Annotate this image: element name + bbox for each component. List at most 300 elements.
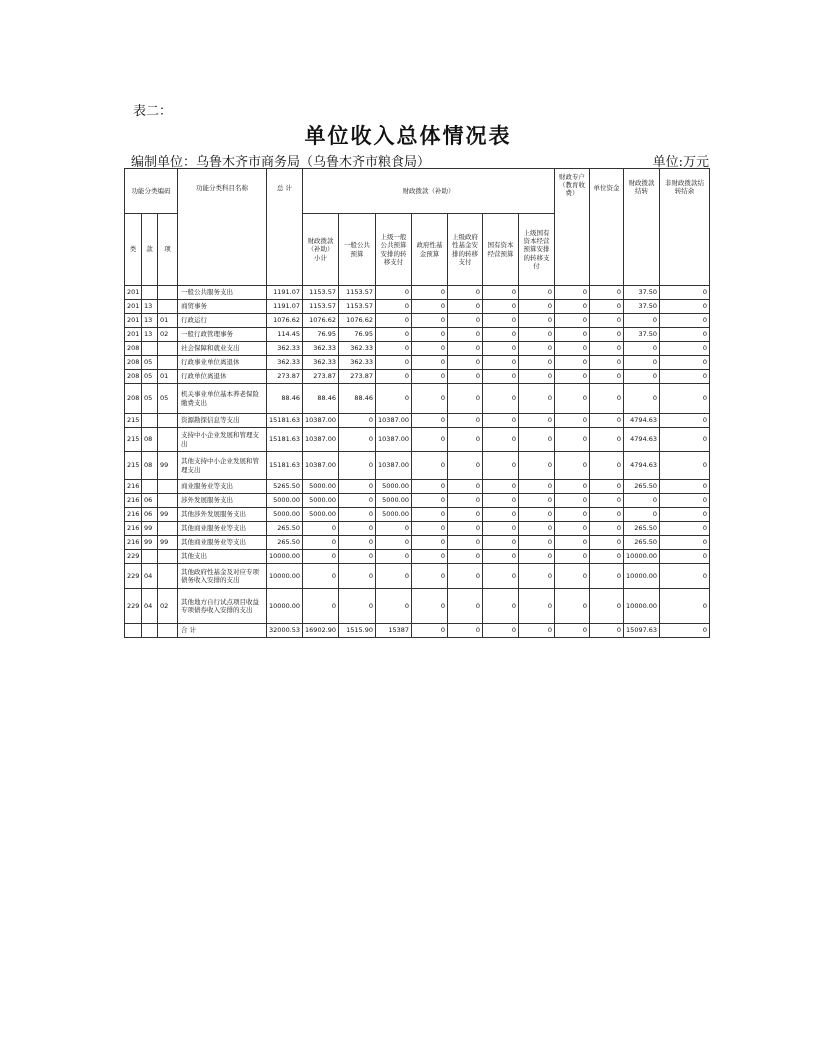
cell-usc: 0 bbox=[519, 300, 555, 314]
cell-ug: 10387.00 bbox=[376, 452, 412, 480]
cell-total: 10000.00 bbox=[267, 550, 303, 564]
cell-gf: 0 bbox=[412, 342, 448, 356]
cell-fs: 0 bbox=[555, 342, 590, 356]
cell-sub: 5000.00 bbox=[303, 494, 339, 508]
table-row bbox=[125, 536, 710, 550]
cell-fc: 10000.00 bbox=[624, 564, 660, 589]
cell-name: 社会保障和就业支出 bbox=[178, 342, 267, 356]
cell-xiang bbox=[158, 286, 178, 300]
cell-sub: 76.95 bbox=[303, 328, 339, 342]
cell-nfc: 0 bbox=[660, 370, 710, 384]
header-kuan: 款 bbox=[142, 214, 158, 286]
cell-name: 其他涉外发展服务支出 bbox=[178, 508, 267, 522]
header-total: 总 计 bbox=[267, 169, 303, 286]
table-row bbox=[125, 550, 710, 564]
cell-gen: 362.33 bbox=[339, 356, 376, 370]
cell-name: 行政运行 bbox=[178, 314, 267, 328]
cell-ug: 0 bbox=[376, 370, 412, 384]
cell-xiang: 99 bbox=[158, 536, 178, 550]
cell-ugf: 0 bbox=[448, 452, 483, 480]
cell-name: 商贸事务 bbox=[178, 300, 267, 314]
cell-sc: 0 bbox=[483, 428, 519, 452]
cell-total: 15181.63 bbox=[267, 452, 303, 480]
cell-kuan: 13 bbox=[142, 300, 158, 314]
cell-sc: 0 bbox=[483, 342, 519, 356]
table-row bbox=[125, 328, 710, 342]
cell-usc: 0 bbox=[519, 494, 555, 508]
cell-sc: 0 bbox=[483, 508, 519, 522]
cell-nfc: 0 bbox=[660, 286, 710, 300]
cell-lei: 215 bbox=[125, 452, 142, 480]
cell-uf: 0 bbox=[590, 480, 624, 494]
cell-sc: 0 bbox=[483, 370, 519, 384]
cell-ug: 0 bbox=[376, 536, 412, 550]
table-row bbox=[125, 314, 710, 328]
header-unit-funds: 单位资金 bbox=[590, 169, 624, 286]
cell-lei: 216 bbox=[125, 480, 142, 494]
cell-xiang bbox=[158, 564, 178, 589]
cell-total: 265.50 bbox=[267, 536, 303, 550]
cell-usc: 0 bbox=[519, 452, 555, 480]
cell-xiang bbox=[158, 414, 178, 428]
cell-gen: 0 bbox=[339, 428, 376, 452]
cell-gf: 0 bbox=[412, 564, 448, 589]
cell-gf: 0 bbox=[412, 314, 448, 328]
cell-gen: 76.95 bbox=[339, 328, 376, 342]
cell-usc: 0 bbox=[519, 384, 555, 414]
cell-sc: 0 bbox=[483, 286, 519, 300]
table-row bbox=[125, 589, 710, 624]
cell-gen: 0 bbox=[339, 452, 376, 480]
cell-ugf: 0 bbox=[448, 342, 483, 356]
cell-lei: 208 bbox=[125, 370, 142, 384]
cell-lei: 201 bbox=[125, 300, 142, 314]
header-fiscal-special: 财政专户（教育收费） bbox=[555, 169, 590, 286]
cell-sub: 362.33 bbox=[303, 342, 339, 356]
cell-name: 支持中小企业发展和管理支出 bbox=[178, 428, 267, 452]
cell-kuan: 99 bbox=[142, 536, 158, 550]
cell-xiang bbox=[158, 300, 178, 314]
cell-total: 88.46 bbox=[267, 384, 303, 414]
cell-uf: 0 bbox=[590, 286, 624, 300]
cell-usc: 0 bbox=[519, 414, 555, 428]
cell-fs: 0 bbox=[555, 589, 590, 624]
cell-gf: 0 bbox=[412, 508, 448, 522]
cell-sub: 10387.00 bbox=[303, 414, 339, 428]
cell-lei: 229 bbox=[125, 589, 142, 624]
cell-kuan bbox=[142, 550, 158, 564]
cell-gf: 0 bbox=[412, 414, 448, 428]
cell-sc: 0 bbox=[483, 522, 519, 536]
cell-fs: 0 bbox=[555, 480, 590, 494]
cell-fc: 10000.00 bbox=[624, 550, 660, 564]
cell-xiang bbox=[158, 342, 178, 356]
cell-ugf: 0 bbox=[448, 522, 483, 536]
header-upper-state-capital: 上级国有资本经营预算安排的转移支付 bbox=[519, 214, 555, 286]
cell-total: 5265.50 bbox=[267, 480, 303, 494]
cell-fc: 10000.00 bbox=[624, 589, 660, 624]
cell-fc: 0 bbox=[624, 508, 660, 522]
cell-gen: 0 bbox=[339, 414, 376, 428]
cell-sub: 88.46 bbox=[303, 384, 339, 414]
cell-nfc: 0 bbox=[660, 314, 710, 328]
cell-gf: 0 bbox=[412, 356, 448, 370]
cell-kuan bbox=[142, 480, 158, 494]
cell-xiang: 02 bbox=[158, 589, 178, 624]
cell-ugf: 0 bbox=[448, 428, 483, 452]
cell-sc: 0 bbox=[483, 356, 519, 370]
table-row bbox=[125, 494, 710, 508]
cell-sub: 362.33 bbox=[303, 356, 339, 370]
cell-gf: 0 bbox=[412, 452, 448, 480]
cell-uf: 0 bbox=[590, 522, 624, 536]
cell-uf: 0 bbox=[590, 342, 624, 356]
cell-fs: 0 bbox=[555, 414, 590, 428]
cell-name: 其他支持中小企业发展和管理支出 bbox=[178, 452, 267, 480]
cell-fs: 0 bbox=[555, 452, 590, 480]
cell-uf: 0 bbox=[590, 508, 624, 522]
cell-kuan: 05 bbox=[142, 356, 158, 370]
cell-xiang bbox=[158, 480, 178, 494]
cell-ug: 0 bbox=[376, 564, 412, 589]
header-upper-general: 上级一般公共预算安排的转移支付 bbox=[376, 214, 412, 286]
table-row bbox=[125, 286, 710, 300]
cell-sc: 0 bbox=[483, 589, 519, 624]
cell-fc: 265.50 bbox=[624, 536, 660, 550]
cell-fs: 0 bbox=[555, 384, 590, 414]
table-row bbox=[125, 342, 710, 356]
cell-gen: 0 bbox=[339, 522, 376, 536]
cell-name: 行政事业单位离退休 bbox=[178, 356, 267, 370]
cell-gen: 273.87 bbox=[339, 370, 376, 384]
cell-sc: 0 bbox=[483, 314, 519, 328]
cell-fs: 0 bbox=[555, 624, 590, 638]
header-fiscal-carry: 财政拨款结转 bbox=[624, 169, 660, 286]
cell-ugf: 0 bbox=[448, 624, 483, 638]
cell-gf: 0 bbox=[412, 522, 448, 536]
cell-xiang bbox=[158, 624, 178, 638]
table-row bbox=[125, 508, 710, 522]
cell-fs: 0 bbox=[555, 536, 590, 550]
cell-total: 273.87 bbox=[267, 370, 303, 384]
cell-ugf: 0 bbox=[448, 328, 483, 342]
cell-total: 5000.00 bbox=[267, 494, 303, 508]
cell-usc: 0 bbox=[519, 536, 555, 550]
cell-total: 15181.63 bbox=[267, 428, 303, 452]
cell-ug: 10387.00 bbox=[376, 428, 412, 452]
cell-name: 涉外发展服务支出 bbox=[178, 494, 267, 508]
cell-nfc: 0 bbox=[660, 589, 710, 624]
cell-kuan: 99 bbox=[142, 522, 158, 536]
cell-usc: 0 bbox=[519, 550, 555, 564]
cell-lei: 208 bbox=[125, 384, 142, 414]
document-label: 表二： bbox=[133, 104, 173, 119]
cell-xiang bbox=[158, 522, 178, 536]
cell-kuan: 08 bbox=[142, 452, 158, 480]
cell-uf: 0 bbox=[590, 384, 624, 414]
table-body bbox=[125, 286, 710, 638]
cell-kuan bbox=[142, 414, 158, 428]
table-row bbox=[125, 480, 710, 494]
cell-nfc: 0 bbox=[660, 300, 710, 314]
cell-name: 其他政府性基金及对应专项债务收入安排的支出 bbox=[178, 564, 267, 589]
cell-ug: 0 bbox=[376, 342, 412, 356]
cell-lei: 201 bbox=[125, 328, 142, 342]
currency-unit: 单位:万元 bbox=[652, 155, 709, 170]
cell-gf: 0 bbox=[412, 480, 448, 494]
cell-uf: 0 bbox=[590, 370, 624, 384]
cell-xiang: 01 bbox=[158, 314, 178, 328]
cell-uf: 0 bbox=[590, 494, 624, 508]
cell-ugf: 0 bbox=[448, 414, 483, 428]
cell-ug: 5000.00 bbox=[376, 480, 412, 494]
cell-fc: 265.50 bbox=[624, 480, 660, 494]
cell-uf: 0 bbox=[590, 356, 624, 370]
header-gov-fund: 政府性基金预算 bbox=[412, 214, 448, 286]
cell-fs: 0 bbox=[555, 370, 590, 384]
cell-fs: 0 bbox=[555, 508, 590, 522]
cell-sc: 0 bbox=[483, 384, 519, 414]
cell-gen: 0 bbox=[339, 550, 376, 564]
cell-xiang bbox=[158, 428, 178, 452]
cell-sc: 0 bbox=[483, 550, 519, 564]
cell-gen: 0 bbox=[339, 589, 376, 624]
cell-fc: 0 bbox=[624, 370, 660, 384]
cell-fs: 0 bbox=[555, 428, 590, 452]
cell-lei: 216 bbox=[125, 494, 142, 508]
cell-usc: 0 bbox=[519, 356, 555, 370]
cell-sub: 1153.57 bbox=[303, 300, 339, 314]
cell-ugf: 0 bbox=[448, 550, 483, 564]
cell-xiang bbox=[158, 494, 178, 508]
table-row bbox=[125, 564, 710, 589]
cell-ugf: 0 bbox=[448, 300, 483, 314]
cell-gen: 0 bbox=[339, 564, 376, 589]
cell-sub: 0 bbox=[303, 564, 339, 589]
cell-gf: 0 bbox=[412, 370, 448, 384]
cell-kuan: 13 bbox=[142, 328, 158, 342]
cell-uf: 0 bbox=[590, 328, 624, 342]
cell-gen: 1076.62 bbox=[339, 314, 376, 328]
cell-uf: 0 bbox=[590, 314, 624, 328]
cell-name: 资源勘探信息等支出 bbox=[178, 414, 267, 428]
header-subtotal: 财政拨款（补助）小计 bbox=[303, 214, 339, 286]
cell-nfc: 0 bbox=[660, 384, 710, 414]
cell-nfc: 0 bbox=[660, 356, 710, 370]
cell-fs: 0 bbox=[555, 522, 590, 536]
cell-uf: 0 bbox=[590, 300, 624, 314]
cell-name: 一般公共服务支出 bbox=[178, 286, 267, 300]
table-row bbox=[125, 452, 710, 480]
cell-sc: 0 bbox=[483, 300, 519, 314]
cell-usc: 0 bbox=[519, 370, 555, 384]
cell-uf: 0 bbox=[590, 550, 624, 564]
cell-sub: 0 bbox=[303, 522, 339, 536]
cell-ug: 0 bbox=[376, 589, 412, 624]
cell-xiang: 01 bbox=[158, 370, 178, 384]
cell-uf: 0 bbox=[590, 624, 624, 638]
cell-gf: 0 bbox=[412, 536, 448, 550]
cell-fc: 4794.63 bbox=[624, 428, 660, 452]
header-func-name: 功能分类科目名称 bbox=[178, 169, 267, 286]
cell-sc: 0 bbox=[483, 414, 519, 428]
cell-nfc: 0 bbox=[660, 494, 710, 508]
cell-lei: 229 bbox=[125, 564, 142, 589]
header-nonfiscal-carry: 非财政拨款结转结余 bbox=[660, 169, 710, 286]
header-state-capital: 国有资本经营预算 bbox=[483, 214, 519, 286]
cell-name: 行政单位离退休 bbox=[178, 370, 267, 384]
cell-kuan: 05 bbox=[142, 370, 158, 384]
cell-total: 5000.00 bbox=[267, 508, 303, 522]
cell-xiang bbox=[158, 356, 178, 370]
cell-fc: 4794.63 bbox=[624, 452, 660, 480]
cell-fc: 0 bbox=[624, 494, 660, 508]
cell-fs: 0 bbox=[555, 550, 590, 564]
cell-name: 其他地方自行试点项目收益专项债券收入安排的支出 bbox=[178, 589, 267, 624]
cell-ugf: 0 bbox=[448, 384, 483, 414]
cell-lei: 216 bbox=[125, 536, 142, 550]
cell-uf: 0 bbox=[590, 564, 624, 589]
cell-lei: 201 bbox=[125, 286, 142, 300]
cell-ug: 0 bbox=[376, 328, 412, 342]
table-row bbox=[125, 370, 710, 384]
cell-gf: 0 bbox=[412, 300, 448, 314]
header-upper-gov-fund: 上级政府性基金安排的转移支付 bbox=[448, 214, 483, 286]
cell-gen: 1515.90 bbox=[339, 624, 376, 638]
cell-sc: 0 bbox=[483, 452, 519, 480]
cell-ug: 0 bbox=[376, 314, 412, 328]
cell-fs: 0 bbox=[555, 494, 590, 508]
cell-name: 其他商业服务业等支出 bbox=[178, 522, 267, 536]
cell-ugf: 0 bbox=[448, 508, 483, 522]
cell-ugf: 0 bbox=[448, 314, 483, 328]
cell-total: 10000.00 bbox=[267, 589, 303, 624]
cell-lei: 215 bbox=[125, 428, 142, 452]
cell-sub: 10387.00 bbox=[303, 452, 339, 480]
cell-sub: 5000.00 bbox=[303, 508, 339, 522]
cell-usc: 0 bbox=[519, 342, 555, 356]
header-func-code: 功能分类编码 bbox=[125, 169, 178, 214]
cell-kuan: 06 bbox=[142, 494, 158, 508]
cell-gf: 0 bbox=[412, 286, 448, 300]
cell-ugf: 0 bbox=[448, 564, 483, 589]
cell-usc: 0 bbox=[519, 589, 555, 624]
cell-fc: 0 bbox=[624, 342, 660, 356]
cell-sub: 10387.00 bbox=[303, 428, 339, 452]
cell-usc: 0 bbox=[519, 428, 555, 452]
cell-gf: 0 bbox=[412, 550, 448, 564]
cell-ug: 0 bbox=[376, 286, 412, 300]
cell-total: 1191.07 bbox=[267, 300, 303, 314]
cell-lei: 215 bbox=[125, 414, 142, 428]
cell-ug: 5000.00 bbox=[376, 508, 412, 522]
cell-lei: 201 bbox=[125, 314, 142, 328]
cell-sub: 1076.62 bbox=[303, 314, 339, 328]
cell-name: 合 计 bbox=[178, 624, 267, 638]
cell-nfc: 0 bbox=[660, 342, 710, 356]
cell-nfc: 0 bbox=[660, 550, 710, 564]
cell-usc: 0 bbox=[519, 508, 555, 522]
cell-usc: 0 bbox=[519, 624, 555, 638]
cell-gf: 0 bbox=[412, 328, 448, 342]
cell-ugf: 0 bbox=[448, 480, 483, 494]
cell-sc: 0 bbox=[483, 494, 519, 508]
cell-usc: 0 bbox=[519, 480, 555, 494]
cell-fc: 0 bbox=[624, 356, 660, 370]
cell-total: 362.33 bbox=[267, 342, 303, 356]
cell-total: 265.50 bbox=[267, 522, 303, 536]
cell-usc: 0 bbox=[519, 564, 555, 589]
cell-name: 其他支出 bbox=[178, 550, 267, 564]
cell-total: 1076.62 bbox=[267, 314, 303, 328]
cell-gf: 0 bbox=[412, 494, 448, 508]
cell-kuan: 06 bbox=[142, 508, 158, 522]
cell-uf: 0 bbox=[590, 452, 624, 480]
cell-uf: 0 bbox=[590, 536, 624, 550]
cell-kuan: 05 bbox=[142, 384, 158, 414]
cell-xiang: 05 bbox=[158, 384, 178, 414]
cell-sc: 0 bbox=[483, 328, 519, 342]
cell-fc: 15097.63 bbox=[624, 624, 660, 638]
cell-kuan bbox=[142, 286, 158, 300]
cell-total: 32000.53 bbox=[267, 624, 303, 638]
cell-gen: 1153.57 bbox=[339, 286, 376, 300]
cell-fs: 0 bbox=[555, 328, 590, 342]
cell-usc: 0 bbox=[519, 522, 555, 536]
cell-name: 一般行政管理事务 bbox=[178, 328, 267, 342]
cell-lei: 216 bbox=[125, 508, 142, 522]
cell-total: 114.45 bbox=[267, 328, 303, 342]
cell-ug: 0 bbox=[376, 356, 412, 370]
cell-nfc: 0 bbox=[660, 536, 710, 550]
cell-fs: 0 bbox=[555, 286, 590, 300]
cell-nfc: 0 bbox=[660, 508, 710, 522]
cell-sub: 0 bbox=[303, 589, 339, 624]
cell-sc: 0 bbox=[483, 480, 519, 494]
table-row bbox=[125, 428, 710, 452]
table-header bbox=[125, 169, 710, 286]
cell-fc: 37.50 bbox=[624, 300, 660, 314]
cell-fc: 265.50 bbox=[624, 522, 660, 536]
cell-ug: 15387 bbox=[376, 624, 412, 638]
table-row bbox=[125, 384, 710, 414]
cell-nfc: 0 bbox=[660, 328, 710, 342]
cell-sub: 273.87 bbox=[303, 370, 339, 384]
cell-lei: 208 bbox=[125, 342, 142, 356]
income-table bbox=[124, 168, 710, 638]
cell-fs: 0 bbox=[555, 300, 590, 314]
cell-gf: 0 bbox=[412, 428, 448, 452]
cell-ugf: 0 bbox=[448, 286, 483, 300]
cell-usc: 0 bbox=[519, 328, 555, 342]
cell-fs: 0 bbox=[555, 356, 590, 370]
cell-gen: 0 bbox=[339, 508, 376, 522]
header-general-budget: 一般公共预算 bbox=[339, 214, 376, 286]
cell-nfc: 0 bbox=[660, 452, 710, 480]
cell-ugf: 0 bbox=[448, 589, 483, 624]
cell-kuan: 04 bbox=[142, 589, 158, 624]
cell-sub: 16902.90 bbox=[303, 624, 339, 638]
cell-gf: 0 bbox=[412, 624, 448, 638]
page-title: 单位收入总体情况表 bbox=[304, 124, 512, 148]
cell-total: 15181.63 bbox=[267, 414, 303, 428]
cell-gen: 0 bbox=[339, 536, 376, 550]
cell-ugf: 0 bbox=[448, 536, 483, 550]
cell-sc: 0 bbox=[483, 536, 519, 550]
cell-gen: 0 bbox=[339, 480, 376, 494]
cell-gf: 0 bbox=[412, 384, 448, 414]
cell-fs: 0 bbox=[555, 314, 590, 328]
